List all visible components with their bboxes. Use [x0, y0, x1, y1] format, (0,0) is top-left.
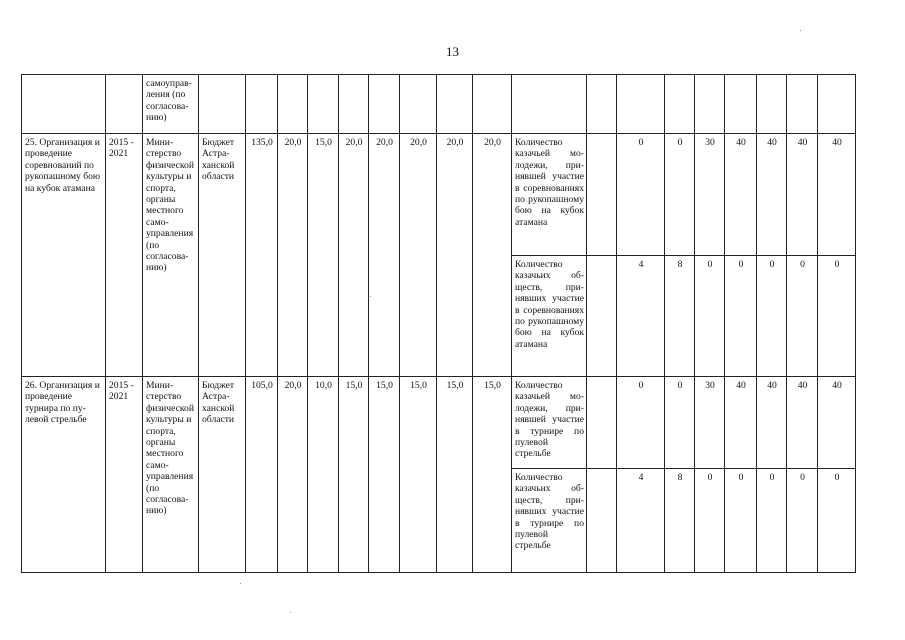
- finance-cell: 15,0: [437, 377, 473, 573]
- indicator-value-cell: [725, 75, 757, 134]
- source-cell: Бюджет Астраханской области: [199, 377, 246, 573]
- finance-cell: [278, 75, 308, 134]
- finance-cell: [308, 75, 339, 134]
- finance-cell: [246, 75, 278, 134]
- indicator-value-cell: [587, 469, 617, 573]
- indicator-value-cell: [587, 377, 617, 469]
- indicator-value-cell: 40: [818, 377, 856, 469]
- finance-cell: [369, 75, 400, 134]
- indicator-value-cell: 0: [818, 256, 856, 377]
- indicator-value-cell: 0: [757, 469, 787, 573]
- indicator-value-cell: 40: [787, 134, 818, 256]
- finance-cell: [437, 75, 473, 134]
- period-cell: [106, 75, 143, 134]
- finance-cell: 105,0: [246, 377, 278, 573]
- indicator-value-cell: 0: [665, 377, 695, 469]
- indicator-value-cell: [665, 75, 695, 134]
- indicator-name-cell: Количество казачьей молодежи, принявшей участие в соревнованиях по рукопашному бою на кубок атамана: [512, 134, 587, 256]
- indicator-name-cell: Количество казачьих обществ, принявших участие в соревнованиях по рукопашному бою на кубок атамана: [512, 256, 587, 377]
- indicator-value-cell: 40: [725, 134, 757, 256]
- indicator-value-cell: 30: [695, 134, 725, 256]
- finance-cell: [400, 75, 437, 134]
- indicator-value-cell: 0: [725, 469, 757, 573]
- indicator-value-cell: 0: [665, 134, 695, 256]
- scan-speck: [240, 583, 241, 584]
- indicator-value-cell: 40: [818, 134, 856, 256]
- page-number: 13: [446, 44, 459, 59]
- finance-cell: 20,0: [278, 377, 308, 573]
- executor-cell: Министерство физической культуры и спорта, органы местного самоуправления (по согласованию): [143, 377, 199, 573]
- indicator-value-cell: 0: [818, 469, 856, 573]
- event-cell: 25. Организация и проведение соревнований по рукопашному бою на кубок атамана: [22, 134, 106, 377]
- table-row-event-26: [22, 377, 856, 469]
- indicator-value-cell: [757, 75, 787, 134]
- indicator-value-cell: [617, 75, 665, 134]
- indicator-value-cell: 0: [695, 256, 725, 377]
- executor-cell: самоуправления (по согласованию): [143, 75, 199, 134]
- event-cell: [22, 75, 106, 134]
- indicator-name-cell: Количество казачьей молодежи, принявшей участие в турнире по пулевой стрельбе: [512, 377, 587, 469]
- indicator-value-cell: [787, 75, 818, 134]
- indicator-value-cell: 0: [725, 256, 757, 377]
- indicator-value-cell: 4: [617, 256, 665, 377]
- indicator-value-cell: 30: [695, 377, 725, 469]
- indicator-value-cell: 8: [665, 256, 695, 377]
- indicator-name-cell: [512, 75, 587, 134]
- source-cell: [199, 75, 246, 134]
- finance-cell: 15,0: [369, 377, 400, 573]
- source-cell: Бюджет Астраханской области: [199, 134, 246, 377]
- indicator-value-cell: 8: [665, 469, 695, 573]
- scan-speck: [800, 30, 801, 31]
- finance-cell: 20,0: [473, 134, 512, 377]
- indicator-value-cell: [587, 256, 617, 377]
- finance-cell: 15,0: [473, 377, 512, 573]
- scan-speck: [290, 612, 291, 613]
- period-cell: 2015 - 2021: [106, 377, 143, 573]
- indicator-value-cell: 40: [725, 377, 757, 469]
- finance-cell: [473, 75, 512, 134]
- indicator-value-cell: 0: [787, 469, 818, 573]
- finance-cell: 20,0: [369, 134, 400, 377]
- indicator-value-cell: 40: [757, 134, 787, 256]
- indicator-value-cell: 4: [617, 469, 665, 573]
- finance-cell: 20,0: [339, 134, 369, 377]
- scan-speck: [370, 296, 371, 297]
- indicator-value-cell: 0: [617, 377, 665, 469]
- finance-cell: [339, 75, 369, 134]
- indicator-value-cell: [587, 134, 617, 256]
- indicator-name-cell: Количество казачьих обществ, принявших участие в турнире по пулевой стрельбе: [512, 469, 587, 573]
- finance-cell: 15,0: [339, 377, 369, 573]
- indicator-value-cell: 0: [695, 469, 725, 573]
- finance-cell: 20,0: [278, 134, 308, 377]
- indicator-value-cell: [587, 75, 617, 134]
- indicator-value-cell: 0: [757, 256, 787, 377]
- finance-cell: 20,0: [400, 134, 437, 377]
- event-cell: 26. Организация и проведение турнира по пулевой стрельбе: [22, 377, 106, 573]
- indicator-value-cell: 0: [617, 134, 665, 256]
- finance-cell: 135,0: [246, 134, 278, 377]
- indicator-value-cell: 40: [757, 377, 787, 469]
- finance-cell: 15,0: [400, 377, 437, 573]
- indicator-value-cell: [818, 75, 856, 134]
- program-table: [21, 74, 856, 573]
- table-row-event-25: [22, 134, 856, 256]
- table-row-continuation: [22, 75, 856, 134]
- indicator-value-cell: 40: [787, 377, 818, 469]
- indicator-value-cell: [695, 75, 725, 134]
- finance-cell: 10,0: [308, 377, 339, 573]
- executor-cell: Министерство физической культуры и спорта, органы местного самоуправления (по согласованию): [143, 134, 199, 377]
- finance-cell: 20,0: [437, 134, 473, 377]
- finance-cell: 15,0: [308, 134, 339, 377]
- indicator-value-cell: 0: [787, 256, 818, 377]
- period-cell: 2015 - 2021: [106, 134, 143, 377]
